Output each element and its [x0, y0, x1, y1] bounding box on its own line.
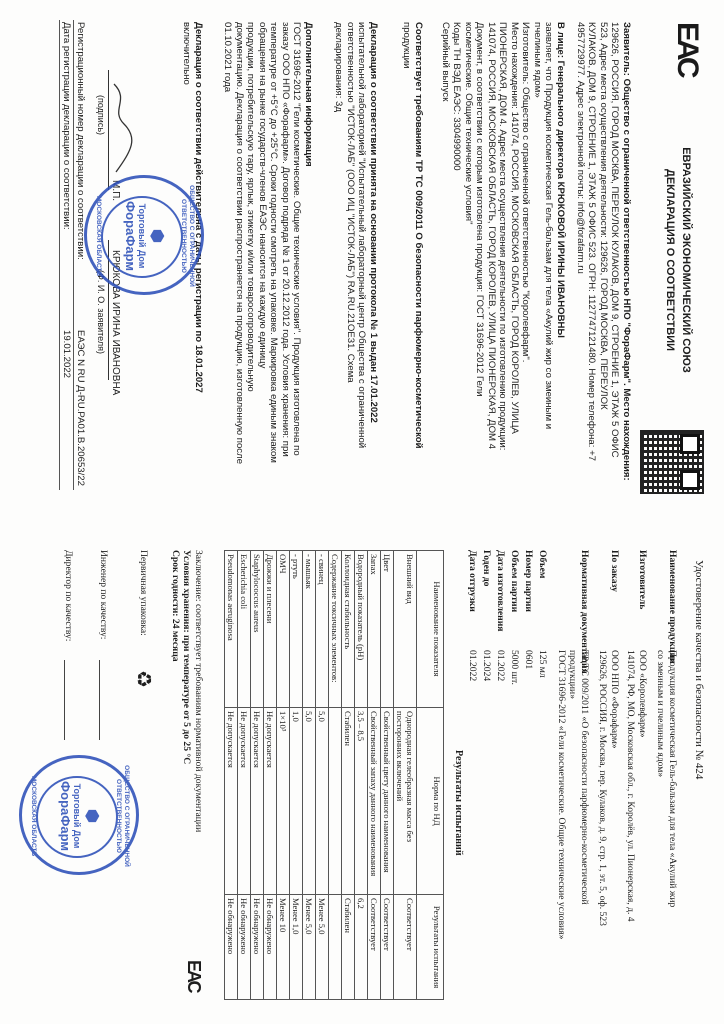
additional-line: ГОСТ 31696-2012 "Гели косметические. Общие технические условия". Продукция изготовлена по	[291, 22, 303, 456]
represented-line: 141074, РОССИЯ, МОСКОВСКАЯ ОБЛАСТЬ, ГОРОД КОРОЛЕВ, УЛИЦА ПИОНЕРСКАЯ, ДОМ 4	[486, 22, 497, 450]
represented-line: Место нахождения: 141074, РОССИЯ, МОСКОВСКАЯ ОБЛАСТЬ, ГОРОД КОРОЛЕВ, УЛИЦА	[509, 22, 520, 434]
field-label: Объем	[537, 550, 548, 579]
table-cell: Однородная гелеобразная масса без посторонних включений	[394, 708, 417, 895]
stamp-center	[123, 198, 165, 274]
additional-line: заказу ООО НПО «Форафарм». Договор подряда № 1 от 20.12.2012 года. Условия хранения: при	[280, 22, 291, 457]
table-row	[225, 551, 238, 1000]
field-label: По заказу	[609, 550, 620, 592]
field-value-line: ООО НПО «Форафарм»	[609, 650, 620, 749]
registration-rule	[59, 20, 60, 490]
table-cell: Не допускается	[225, 708, 238, 895]
represented-line: В лице: Генерального директора КРЮКОВОЙ ИРИНЫ ИВАНОВНЫ	[555, 22, 566, 338]
additional-line: 01.10.2021 года	[222, 22, 234, 93]
registration-date: 19.01.2022	[61, 330, 72, 379]
field-value-line: 141074, РФ, МО, Московская обл., г. Королёв, ул. Пионерская, д. 4	[625, 650, 637, 922]
conclusion-line: Условия хранения: при температуре от 5 до 25 °С	[181, 550, 193, 765]
additional-line: температуре от +5°С до +25°С. Сроки годности смотреть на упаковке. Маркировка единым знаком	[268, 22, 280, 463]
field-value-line: ГОСТ 31696-2012 «Гели косметические. Общие технические условия»	[556, 650, 567, 940]
field-value	[597, 650, 620, 1000]
company-stamp	[84, 175, 204, 295]
table-cell: - ртуть	[290, 551, 303, 708]
validity-line: Декларация о соответствии действительна с даты регистрации по 18.01.2027	[193, 22, 204, 393]
registration-number: ЕАЭС N RU Д-RU.РА01.В.20653/22	[75, 330, 86, 486]
table-row	[303, 551, 316, 1000]
table-cell: 3,5 – 8,5	[355, 708, 368, 895]
table-cell: Не допускается	[238, 708, 251, 895]
stamp-center-line-2: ФораФарм	[58, 781, 73, 851]
field-label: Дата изготовления	[495, 550, 506, 632]
table-row	[251, 551, 264, 1000]
results-title: Результаты испытаний	[453, 750, 464, 856]
eac-mark: ЕАС	[184, 960, 204, 992]
recycle-icon: ♻	[132, 670, 156, 688]
declaration-sheet	[0, 0, 724, 500]
conformity-line: Соответствует требованиям ТР ТС 009/2011 О безопасности парфюмерно-косметической	[413, 22, 424, 449]
table-row	[394, 551, 417, 1000]
field-label: Нормативная документация	[579, 550, 590, 674]
table-row	[316, 551, 329, 1000]
column-header: Норма по НД	[417, 708, 444, 895]
additional-line: документацию. Декларация о соответствии распространяется на продукцию, изготовленную после	[234, 22, 245, 465]
table-cell: Соответствует	[368, 895, 381, 1000]
table-cell: Не обнаружено	[264, 895, 277, 1000]
additional-line: продукции, потребительскую тару, ярлык, этикетку и/или товаросопроводительную	[245, 22, 257, 392]
table-cell: Свойственный цвету данного наименования	[381, 708, 394, 895]
table-cell: Стабилен	[342, 708, 355, 895]
field-value-line: Продукция косметическая Гель-бальзам для тела «Акулий жир	[667, 650, 678, 908]
field-value-line: ТР ТС 009/2011 «О безопасности парфюмерно-косметической	[579, 650, 590, 905]
applicant-line: КУЛАКОВ, ДОМ 9, СТРОЕНИЕ 1, ЭТАЖ 5 ОФИС 523. ОГРН: 1127747121480. Номер телефона: +7	[586, 22, 598, 462]
table-cell: Коллоидная стабильность	[342, 551, 355, 708]
field-value	[625, 650, 648, 1000]
represented-line: Коды ТН ВЭД ЕАЭС: 3304990000	[451, 22, 463, 171]
table-row	[277, 551, 290, 1000]
represented-line: ПИОНЕРСКАЯ, ДОМ 4. Адрес места осуществления деятельности по изготовлению продукции:	[497, 22, 509, 451]
represented-line: пчелиным ядом»	[532, 22, 543, 98]
additional-line: обращения на рынке государств-членов ЕАЭС наносится на каждую единицу	[257, 22, 268, 369]
column-header: Результаты испытания	[417, 895, 444, 1000]
table-cell	[329, 895, 342, 1000]
table-cell: Внешний вид	[394, 551, 417, 708]
table-cell: Содержание токсичных элементов:	[329, 551, 342, 708]
header-line-2: ДЕКЛАРАЦИЯ О СООТВЕТСТВИИ	[664, 168, 676, 352]
stamp-logo-icon: ⬢	[148, 229, 165, 243]
basis-line: Декларация о соответствии принята на основании протокола № 1 выдан 17.01.2022	[368, 22, 379, 423]
conclusion-line: Срок годности: 24 месяца	[170, 550, 181, 662]
field-value-line: со змеиным и пчелиным ядом»	[655, 650, 667, 778]
represented-line: Серийный выпуск	[440, 22, 451, 102]
stamp-center-line-1: Торговый Дом	[137, 203, 147, 269]
field-value: 01.2022	[467, 650, 478, 682]
field-value	[655, 650, 678, 1000]
represented-line: косметические. Общие технические условия"	[463, 22, 474, 225]
applicant-line: 4957729977. Адрес электронной почты: info@forafarm.ru	[575, 22, 586, 274]
stamp-logo-icon: ⬢	[83, 809, 100, 823]
stamp-place-label: М.П.	[110, 180, 121, 202]
field-label: Номер партии	[523, 550, 534, 612]
table-cell: Свойственный запаху данного наименования	[368, 708, 381, 895]
field-label: Изготовитель	[637, 550, 648, 610]
table-row	[342, 551, 355, 1000]
field-value: 5000 шт.	[509, 650, 520, 685]
table-row	[355, 551, 368, 1000]
table-cell: 5,0	[303, 708, 316, 895]
field-value	[556, 650, 591, 1000]
represented-line: Изготовитель: Общество с ограниченной ответственностью "Королевфарм".	[520, 22, 532, 363]
applicant-line: Заявитель: Общество с ограниченной ответственностью НПО "ФорaФарм". Место нахождения:	[621, 22, 632, 481]
conformity-block	[401, 22, 424, 492]
eac-mark: ЕАС	[671, 22, 704, 76]
stamp-ring-top: ОБЩЕСТВО С ОГРАНИЧЕННОЙ ОТВЕТСТВЕННОСТЬЮ	[115, 765, 130, 867]
table-cell: 1,0	[290, 708, 303, 895]
table-cell: Дрожжи и плесени	[264, 551, 277, 708]
table-row	[381, 551, 394, 1000]
applicant-block	[575, 22, 633, 492]
table-cell: Не допускается	[251, 708, 264, 895]
table-row	[290, 551, 303, 1000]
table-cell: Менее 5,0	[303, 895, 316, 1000]
field-value: 125 мл	[537, 650, 548, 678]
results-table	[224, 550, 444, 1000]
table-cell	[329, 708, 342, 895]
quality-certificate-sheet	[0, 520, 724, 1010]
additional-info-block	[222, 22, 314, 492]
signer-caption: (Ф. И. О. заявителя)	[96, 270, 106, 354]
column-header: Наименование показателя	[417, 551, 444, 708]
basis-block	[333, 22, 379, 492]
table-cell: Не обнаружено	[225, 895, 238, 1000]
additional-line: Дополнительная информация	[303, 22, 314, 167]
qr-code-icon	[642, 432, 702, 492]
table-cell: 6,2	[355, 895, 368, 1000]
declaration-header	[662, 100, 694, 420]
stamp-center	[58, 778, 100, 854]
field-label: Дата отгрузки	[467, 550, 478, 612]
signer-name: КРЮКОВА ИРИНА ИВАНОВНА	[110, 250, 121, 396]
registration-rule	[73, 20, 74, 490]
validity-line: включительно	[181, 22, 193, 85]
field-value: 0601	[523, 650, 534, 670]
applicant-line: 129626, РОССИЯ, ГОРОД МОСКВА, ПЕРЕУЛОК КУЛАКОВ, ДОМ 9, СТРОЕНИЕ 1, ЭТАЖ 5 ОФИС	[609, 22, 621, 458]
table-row	[368, 551, 381, 1000]
table-cell: Менее 10	[277, 895, 290, 1000]
basis-line: испытательной лабораторией "Испытательный лабораторный центр Общества с ограниченной	[356, 22, 368, 449]
represented-line: заявляет, что Продукция косметическая Гель-бальзам для тела «Акулий жир со змеиным и	[543, 22, 555, 430]
signature-scribble	[108, 80, 134, 180]
conformity-line: продукции	[401, 22, 413, 69]
results-table-body	[225, 551, 417, 1000]
stamp-center-line-1: Торговый Дом	[72, 783, 82, 849]
table-cell: Не обнаружено	[238, 895, 251, 1000]
table-cell: Не обнаружено	[251, 895, 264, 1000]
quality-engineer-signature	[99, 660, 114, 740]
field-value: 01.2022	[495, 650, 506, 682]
represented-block	[440, 22, 567, 492]
footer-line: Инженер по качеству:	[98, 550, 109, 640]
signature-caption: (подпись)	[96, 95, 106, 136]
applicant-line: 523, Адрес места осуществления деятельности: 129626, ГОРОД МОСКВА, ПЕРЕУЛОК	[598, 22, 609, 410]
basis-line: ответственностью "ИСТОК-ЛАБ" (ООО ИЦ "ИСТОК-ЛАБ") RA.RU.21OE31. Схема	[345, 22, 356, 383]
conclusion-line: Заключение: соответствует требованиям нормативной документации	[193, 550, 204, 833]
table-cell: Цвет	[381, 551, 394, 708]
table-cell: - мышьяк	[303, 551, 316, 708]
footer-line: Директор по качеству:	[63, 550, 74, 642]
table-cell: 1×10³	[277, 708, 290, 895]
stamp-ring-top: ОБЩЕСТВО С ОГРАНИЧЕННОЙ ОТВЕТСТВЕННОСТЬЮ	[180, 185, 195, 287]
table-cell: Не допускается	[264, 708, 277, 895]
stamp-ring-bottom: МОСКОВСКАЯ ОБЛАСТЬ	[95, 195, 102, 277]
header-line-1: ЕВРАЗИЙСКИЙ ЭКОНОМИЧЕСКИЙ СОЮЗ	[680, 147, 692, 373]
table-cell: Escherichia coli	[238, 551, 251, 708]
table-cell: Менее 1,0	[290, 895, 303, 1000]
table-row	[238, 551, 251, 1000]
table-cell: Staphylococcus aureus	[251, 551, 264, 708]
stamp-center-line-2: ФораФарм	[123, 201, 138, 271]
table-row	[264, 551, 277, 1000]
field-label: Годен до	[481, 550, 492, 587]
conclusion-block	[170, 550, 205, 970]
field-label: Объем партии	[509, 550, 520, 613]
registration-number-label: Регистрационный номер декларации о соответствии:	[75, 22, 86, 260]
table-cell: Запах	[368, 551, 381, 708]
field-value-line: продукции»	[567, 650, 579, 699]
table-cell: ОМЧ	[277, 551, 290, 708]
basis-line: декларирования: 3д	[333, 22, 345, 112]
certificate-title: Удостоверение качества и безопасности № 424	[693, 560, 705, 780]
footer-line: Первичная упаковка:	[138, 550, 149, 636]
table-cell: Соответствует	[381, 895, 394, 1000]
table-cell: - свинец	[316, 551, 329, 708]
table-cell: Pseudomonas aeruginosa	[225, 551, 238, 708]
table-cell: Соответствует	[394, 895, 417, 1000]
table-cell: Менее 5,0	[316, 895, 329, 1000]
company-stamp	[19, 755, 139, 875]
represented-line: Документ, в соответствии с которым изготовлена продукция: ГОСТ 31696-2012 Гели	[474, 22, 486, 397]
field-value-line: ООО «Королевфарм»	[637, 650, 648, 738]
field-value-line: 129626, РОССИЯ, г. Москва, пер. Кулаков, д. 9, стр. 1, эт. 5, оф. 523	[597, 650, 609, 926]
table-cell: Водородный показатель (pH)	[355, 551, 368, 708]
stamp-ring-bottom: МОСКОВСКАЯ ОБЛАСТЬ	[30, 775, 37, 857]
registration-date-label: Дата регистрации декларации о соответствии:	[61, 22, 72, 230]
field-label: Наименование продукции	[667, 550, 678, 664]
field-value: 01.2024	[481, 650, 492, 682]
table-cell: Стабилен	[342, 895, 355, 1000]
quality-director-signature	[64, 660, 79, 740]
table-header-row	[417, 551, 444, 1000]
table-row	[329, 551, 342, 1000]
table-cell: 5,0	[316, 708, 329, 895]
